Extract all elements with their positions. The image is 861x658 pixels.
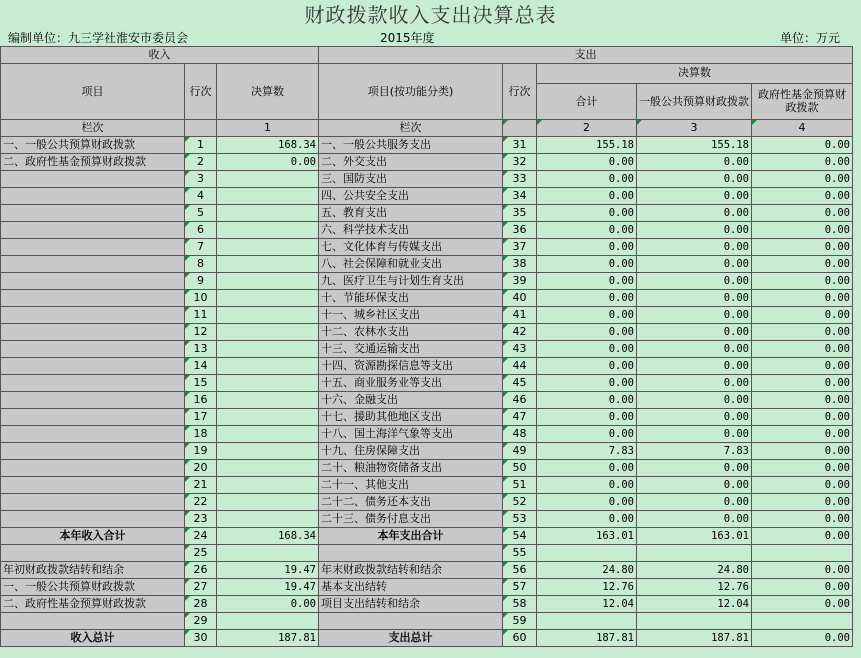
expense-total-cell[interactable]: 0.00 [537,188,637,205]
table-row [1,307,853,324]
expense-general-cell[interactable]: 0.00 [637,460,752,477]
expense-item-cell[interactable]: 七、文化体育与传媒支出 [319,239,503,256]
income-line-cell[interactable]: 22 [185,494,217,511]
expense-general-cell[interactable]: 0.00 [637,256,752,273]
table-row [1,562,853,579]
expense-line-cell[interactable]: 53 [503,511,537,528]
report-table [0,46,853,647]
income-item-cell[interactable] [1,375,185,392]
expense-total-cell[interactable]: 0.00 [537,341,637,358]
expense-general-cell[interactable]: 0.00 [637,290,752,307]
income-line-cell[interactable]: 15 [185,375,217,392]
table-row [1,239,853,256]
report-year: 2015年度 [380,31,435,45]
expense-line-cell[interactable]: 52 [503,494,537,511]
expense-total-cell[interactable]: 0.00 [537,426,637,443]
income-item-cell[interactable]: 收入总计 [1,630,185,647]
expense-item-cell[interactable]: 三、国防支出 [319,171,503,188]
expense-general-cell[interactable] [637,545,752,562]
expense-general-cell[interactable]: 0.00 [637,171,752,188]
income-amount-cell[interactable] [217,460,319,477]
expense-fund-cell[interactable]: 0.00 [752,392,853,409]
table-row [1,358,853,375]
col-label2[interactable]: 栏次 [319,120,503,137]
expense-item-cell[interactable]: 五、教育支出 [319,205,503,222]
expense-general-cell[interactable]: 0.00 [637,375,752,392]
table-row [1,409,853,426]
expense-item-cell[interactable]: 十五、商业服务业等支出 [319,375,503,392]
col-label2-blank[interactable] [503,120,537,137]
income-line-cell[interactable]: 19 [185,443,217,460]
expense-item-cell[interactable]: 十三、交通运输支出 [319,341,503,358]
expense-total-cell[interactable]: 0.00 [537,307,637,324]
income-line-cell[interactable]: 24 [185,528,217,545]
expense-total-cell[interactable]: 187.81 [537,630,637,647]
expense-fund-cell[interactable]: 0.00 [752,188,853,205]
expense-general-cell[interactable]: 0.00 [637,273,752,290]
expense-fund-cell[interactable]: 0.00 [752,290,853,307]
income-amount-cell[interactable]: 19.47 [217,562,319,579]
report-title: 财政拨款收入支出决算总表 [304,3,557,27]
header-total[interactable]: 合计 [537,83,637,119]
expense-total-cell[interactable]: 163.01 [537,528,637,545]
expense-general-cell[interactable]: 0.00 [637,222,752,239]
income-line-cell[interactable]: 6 [185,222,217,239]
expense-item-cell[interactable]: 六、科学技术支出 [319,222,503,239]
col-label-blank[interactable] [185,120,217,137]
expense-line-cell[interactable]: 57 [503,579,537,596]
income-amount-cell[interactable] [217,613,319,630]
header-item[interactable]: 项目 [1,64,185,120]
expense-general-cell[interactable]: 7.83 [637,443,752,460]
expense-fund-cell[interactable]: 0.00 [752,256,853,273]
expense-fund-cell[interactable]: 0.00 [752,358,853,375]
expense-total-cell[interactable]: 0.00 [537,154,637,171]
expense-line-cell[interactable]: 40 [503,290,537,307]
income-amount-cell[interactable]: 187.81 [217,630,319,647]
expense-item-cell[interactable]: 十二、农林水支出 [319,324,503,341]
income-item-cell[interactable] [1,511,185,528]
header-fund[interactable]: 政府性基金预算财政拨款 [752,83,853,119]
income-item-cell[interactable] [1,545,185,562]
expense-total-cell[interactable]: 0.00 [537,375,637,392]
expense-item-cell[interactable]: 支出总计 [319,630,503,647]
expense-line-cell[interactable]: 44 [503,358,537,375]
expense-line-cell[interactable]: 48 [503,426,537,443]
header-amount[interactable]: 决算数 [217,64,319,120]
expense-total-cell[interactable]: 0.00 [537,511,637,528]
expense-line-cell[interactable]: 46 [503,392,537,409]
income-item-cell[interactable] [1,273,185,290]
income-item-cell[interactable] [1,256,185,273]
expense-total-cell[interactable] [537,613,637,630]
income-line-cell[interactable]: 8 [185,256,217,273]
income-amount-cell[interactable] [217,409,319,426]
expense-general-cell[interactable]: 12.76 [637,579,752,596]
income-amount-cell[interactable] [217,358,319,375]
expense-total-cell[interactable]: 0.00 [537,290,637,307]
income-line-cell[interactable]: 29 [185,613,217,630]
income-line-cell[interactable]: 27 [185,579,217,596]
income-item-cell[interactable] [1,290,185,307]
expense-total-cell[interactable]: 0.00 [537,477,637,494]
table-row [1,273,853,290]
expense-item-cell[interactable]: 十七、援助其他地区支出 [319,409,503,426]
table-row [1,426,853,443]
expense-general-cell[interactable] [637,613,752,630]
expense-general-cell[interactable]: 0.00 [637,205,752,222]
expense-fund-cell[interactable]: 0.00 [752,579,853,596]
income-item-cell[interactable] [1,477,185,494]
unit-label: 单位：万元 [780,31,841,45]
table-row [1,341,853,358]
income-item-cell[interactable]: 一、一般公共预算财政拨款 [1,137,185,154]
income-line-cell[interactable]: 2 [185,154,217,171]
expense-item-cell[interactable]: 一、一般公共服务支出 [319,137,503,154]
income-item-cell[interactable] [1,460,185,477]
income-amount-cell[interactable] [217,222,319,239]
table-row [1,188,853,205]
table-row [1,290,853,307]
expense-item-cell[interactable]: 二、外交支出 [319,154,503,171]
expense-fund-cell[interactable]: 0.00 [752,630,853,647]
table-row [1,511,853,528]
income-line-cell[interactable]: 16 [185,392,217,409]
expense-line-cell[interactable]: 41 [503,307,537,324]
expense-total-cell[interactable]: 0.00 [537,392,637,409]
col-number-3[interactable]: 3 [637,120,752,137]
income-amount-cell[interactable] [217,545,319,562]
expense-item-cell[interactable]: 二十三、债务付息支出 [319,511,503,528]
expense-general-cell[interactable]: 0.00 [637,409,752,426]
expense-total-cell[interactable]: 0.00 [537,171,637,188]
expense-item-cell[interactable]: 本年支出合计 [319,528,503,545]
table-row [1,596,853,613]
col-label[interactable]: 栏次 [1,120,185,137]
table-row [1,375,853,392]
expense-general-cell[interactable]: 0.00 [637,494,752,511]
income-item-cell[interactable] [1,494,185,511]
expense-item-cell[interactable]: 十、节能环保支出 [319,290,503,307]
expense-item-cell[interactable] [319,613,503,630]
table-row [1,460,853,477]
income-line-cell[interactable]: 3 [185,171,217,188]
expense-line-cell[interactable]: 34 [503,188,537,205]
table-row [1,171,853,188]
income-line-cell[interactable]: 9 [185,273,217,290]
income-item-cell[interactable]: 一、一般公共预算财政拨款 [1,579,185,596]
income-amount-cell[interactable] [217,375,319,392]
expense-general-cell[interactable]: 0.00 [637,188,752,205]
income-item-cell[interactable] [1,358,185,375]
income-amount-cell[interactable] [217,341,319,358]
expense-fund-cell[interactable]: 0.00 [752,477,853,494]
expense-general-cell[interactable]: 0.00 [637,341,752,358]
income-line-cell[interactable]: 12 [185,324,217,341]
expense-fund-cell[interactable]: 0.00 [752,341,853,358]
expense-line-cell[interactable]: 51 [503,477,537,494]
income-item-cell[interactable] [1,307,185,324]
income-line-cell[interactable]: 28 [185,596,217,613]
income-line-cell[interactable]: 5 [185,205,217,222]
income-item-cell[interactable]: 二、政府性基金预算财政拨款 [1,154,185,171]
expense-line-cell[interactable]: 35 [503,205,537,222]
expense-fund-cell[interactable]: 0.00 [752,171,853,188]
col-number-2[interactable]: 2 [537,120,637,137]
expense-item-cell[interactable] [319,545,503,562]
expense-line-cell[interactable]: 39 [503,273,537,290]
income-amount-cell[interactable] [217,171,319,188]
expense-line-cell[interactable]: 54 [503,528,537,545]
expense-item-cell[interactable]: 十一、城乡社区支出 [319,307,503,324]
expense-line-cell[interactable]: 31 [503,137,537,154]
income-line-cell[interactable]: 4 [185,188,217,205]
income-item-cell[interactable] [1,205,185,222]
income-amount-cell[interactable] [217,324,319,341]
income-line-cell[interactable]: 11 [185,307,217,324]
expense-item-cell[interactable]: 基本支出结转 [319,579,503,596]
expense-total-cell[interactable]: 0.00 [537,494,637,511]
income-line-cell[interactable]: 26 [185,562,217,579]
income-item-cell[interactable] [1,239,185,256]
income-amount-cell[interactable] [217,426,319,443]
expense-item-cell[interactable]: 十九、住房保障支出 [319,443,503,460]
table-row [1,579,853,596]
expense-total-cell[interactable]: 0.00 [537,409,637,426]
income-line-cell[interactable]: 1 [185,137,217,154]
expense-fund-cell[interactable]: 0.00 [752,528,853,545]
income-item-cell[interactable]: 年初财政拨款结转和结余 [1,562,185,579]
expense-item-cell[interactable]: 十六、金融支出 [319,392,503,409]
expense-fund-cell[interactable]: 0.00 [752,307,853,324]
expense-total-cell[interactable]: 0.00 [537,460,637,477]
table-row [1,256,853,273]
expense-fund-cell[interactable]: 0.00 [752,409,853,426]
income-item-cell[interactable] [1,443,185,460]
expense-fund-cell[interactable]: 0.00 [752,205,853,222]
expense-fund-cell[interactable]: 0.00 [752,494,853,511]
expense-line-cell[interactable]: 33 [503,171,537,188]
income-line-cell[interactable]: 20 [185,460,217,477]
income-item-cell[interactable] [1,426,185,443]
header-line[interactable]: 行次 [185,64,217,120]
table-row [1,545,853,562]
income-amount-cell[interactable] [217,239,319,256]
expense-total-cell[interactable]: 0.00 [537,222,637,239]
expense-line-cell[interactable]: 55 [503,545,537,562]
income-item-cell[interactable] [1,409,185,426]
income-item-cell[interactable] [1,613,185,630]
expense-fund-cell[interactable]: 0.00 [752,375,853,392]
income-item-cell[interactable] [1,188,185,205]
expense-general-cell[interactable]: 0.00 [637,324,752,341]
income-line-cell[interactable]: 30 [185,630,217,647]
income-item-cell[interactable] [1,392,185,409]
income-item-cell[interactable]: 二、政府性基金预算财政拨款 [1,596,185,613]
expense-item-cell[interactable]: 项目支出结转和结余 [319,596,503,613]
expense-line-cell[interactable]: 42 [503,324,537,341]
expense-total-cell[interactable]: 12.76 [537,579,637,596]
income-line-cell[interactable]: 25 [185,545,217,562]
expense-fund-cell[interactable]: 0.00 [752,137,853,154]
expense-line-cell[interactable]: 43 [503,341,537,358]
income-amount-cell[interactable] [217,443,319,460]
income-item-cell[interactable] [1,341,185,358]
income-line-cell[interactable]: 23 [185,511,217,528]
col-number-4[interactable]: 4 [752,120,853,137]
expense-line-cell[interactable]: 47 [503,409,537,426]
expense-item-cell[interactable]: 十八、国土海洋气象等支出 [319,426,503,443]
expense-general-cell[interactable]: 0.00 [637,426,752,443]
table-row [1,477,853,494]
expense-general-cell[interactable]: 0.00 [637,358,752,375]
unit-org: 编制单位：九三学社淮安市委员会 [8,31,189,45]
expense-item-cell[interactable]: 二十、粮油物资储备支出 [319,460,503,477]
expense-fund-cell[interactable]: 0.00 [752,511,853,528]
expense-total-cell[interactable]: 7.83 [537,443,637,460]
income-item-cell[interactable]: 本年收入合计 [1,528,185,545]
expense-total-cell[interactable] [537,545,637,562]
col-number-1[interactable]: 1 [217,120,319,137]
header-income[interactable]: 收入 [1,47,319,64]
table-row [1,528,853,545]
expense-fund-cell[interactable]: 0.00 [752,154,853,171]
expense-general-cell[interactable]: 12.04 [637,596,752,613]
expense-line-cell[interactable]: 58 [503,596,537,613]
income-line-cell[interactable]: 7 [185,239,217,256]
table-row [1,613,853,630]
expense-general-cell[interactable]: 163.01 [637,528,752,545]
expense-total-cell[interactable]: 0.00 [537,358,637,375]
expense-fund-cell[interactable]: 0.00 [752,596,853,613]
header-item-func[interactable]: 项目(按功能分类) [319,64,503,120]
expense-item-cell[interactable]: 年末财政拨款结转和结余 [319,562,503,579]
expense-fund-cell[interactable] [752,545,853,562]
income-line-cell[interactable]: 13 [185,341,217,358]
income-amount-cell[interactable] [217,188,319,205]
expense-item-cell[interactable]: 十四、资源勘探信息等支出 [319,358,503,375]
expense-general-cell[interactable]: 0.00 [637,511,752,528]
expense-fund-cell[interactable]: 0.00 [752,562,853,579]
expense-total-cell[interactable]: 12.04 [537,596,637,613]
expense-general-cell[interactable]: 155.18 [637,137,752,154]
expense-line-cell[interactable]: 32 [503,154,537,171]
expense-line-cell[interactable]: 49 [503,443,537,460]
expense-fund-cell[interactable] [752,613,853,630]
expense-line-cell[interactable]: 36 [503,222,537,239]
income-amount-cell[interactable] [217,511,319,528]
table-row [1,494,853,511]
table-row [1,137,853,154]
expense-total-cell[interactable]: 155.18 [537,137,637,154]
income-line-cell[interactable]: 18 [185,426,217,443]
table-row [1,205,853,222]
income-item-cell[interactable] [1,222,185,239]
income-amount-cell[interactable]: 168.34 [217,528,319,545]
expense-fund-cell[interactable]: 0.00 [752,426,853,443]
header-line2[interactable]: 行次 [503,64,537,120]
expense-fund-cell[interactable]: 0.00 [752,460,853,477]
expense-line-cell[interactable]: 59 [503,613,537,630]
expense-total-cell[interactable]: 0.00 [537,205,637,222]
expense-general-cell[interactable]: 0.00 [637,154,752,171]
income-amount-cell[interactable] [217,256,319,273]
expense-item-cell[interactable]: 二十一、其他支出 [319,477,503,494]
income-line-cell[interactable]: 14 [185,358,217,375]
expense-fund-cell[interactable]: 0.00 [752,239,853,256]
income-item-cell[interactable] [1,324,185,341]
expense-fund-cell[interactable]: 0.00 [752,222,853,239]
expense-line-cell[interactable]: 38 [503,256,537,273]
expense-item-cell[interactable]: 九、医疗卫生与计划生育支出 [319,273,503,290]
expense-line-cell[interactable]: 37 [503,239,537,256]
expense-total-cell[interactable]: 0.00 [537,256,637,273]
income-amount-cell[interactable] [217,273,319,290]
expense-general-cell[interactable]: 0.00 [637,239,752,256]
expense-total-cell[interactable]: 0.00 [537,324,637,341]
income-line-cell[interactable]: 21 [185,477,217,494]
income-amount-cell[interactable] [217,477,319,494]
expense-general-cell[interactable]: 0.00 [637,477,752,494]
table-row [1,392,853,409]
expense-general-cell[interactable]: 0.00 [637,392,752,409]
income-amount-cell[interactable]: 0.00 [217,154,319,171]
income-amount-cell[interactable] [217,392,319,409]
expense-total-cell[interactable]: 24.80 [537,562,637,579]
header-expense[interactable]: 支出 [319,47,853,64]
expense-item-cell[interactable]: 二十二、债务还本支出 [319,494,503,511]
income-amount-cell[interactable] [217,290,319,307]
income-item-cell[interactable] [1,171,185,188]
income-amount-cell[interactable] [217,494,319,511]
table-row [1,222,853,239]
income-amount-cell[interactable] [217,307,319,324]
expense-fund-cell[interactable]: 0.00 [752,324,853,341]
expense-total-cell[interactable]: 0.00 [537,239,637,256]
table-row [1,154,853,171]
header-general[interactable]: 一般公共预算财政拨款 [637,83,752,119]
expense-general-cell[interactable]: 0.00 [637,307,752,324]
expense-item-cell[interactable]: 四、公共安全支出 [319,188,503,205]
income-line-cell[interactable]: 10 [185,290,217,307]
expense-line-cell[interactable]: 60 [503,630,537,647]
expense-line-cell[interactable]: 50 [503,460,537,477]
expense-line-cell[interactable]: 56 [503,562,537,579]
table-row [1,324,853,341]
table-row [1,443,853,460]
income-amount-cell[interactable] [217,205,319,222]
expense-total-cell[interactable]: 0.00 [537,273,637,290]
expense-general-cell[interactable]: 24.80 [637,562,752,579]
expense-general-cell[interactable]: 187.81 [637,630,752,647]
income-amount-cell[interactable]: 168.34 [217,137,319,154]
income-amount-cell[interactable]: 0.00 [217,596,319,613]
income-amount-cell[interactable]: 19.47 [217,579,319,596]
header-amount-group[interactable]: 决算数 [537,64,853,84]
expense-fund-cell[interactable]: 0.00 [752,443,853,460]
expense-item-cell[interactable]: 八、社会保障和就业支出 [319,256,503,273]
income-line-cell[interactable]: 17 [185,409,217,426]
expense-fund-cell[interactable]: 0.00 [752,273,853,290]
table-row [1,630,853,647]
expense-line-cell[interactable]: 45 [503,375,537,392]
